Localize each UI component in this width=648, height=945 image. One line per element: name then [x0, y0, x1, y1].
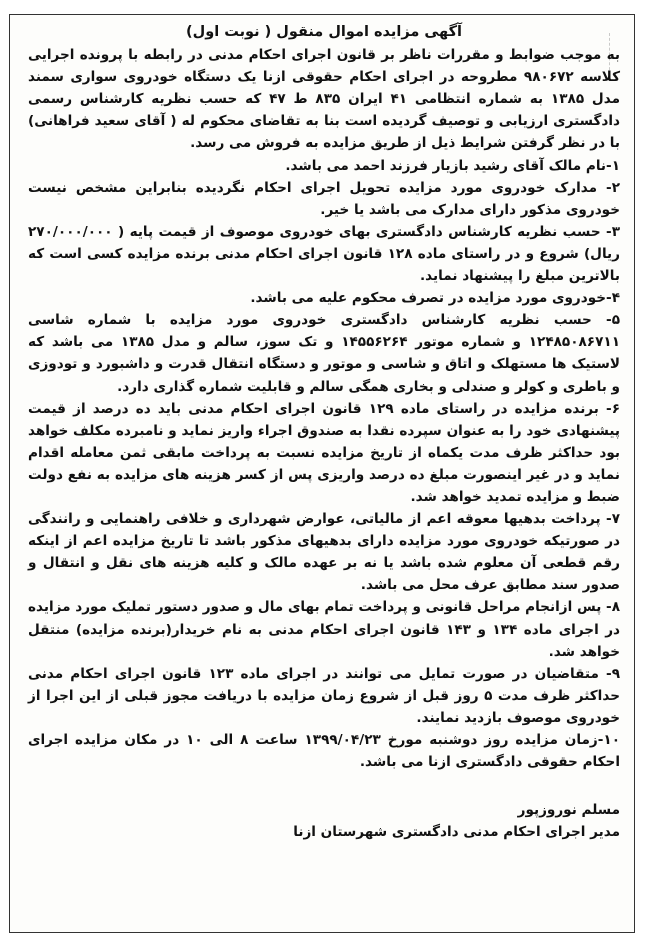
notice-item-8: ۸- پس ازانجام مراحل قانونی و پرداخت تمام بهای مال و صدور دستور تملیک مورد مزایده در اجرای ماده ۱۳۴ و ۱۴۳ قانون اجرای احکام مدنی به نام خریدار(برنده مزایده) منتقل خواهد شد. — [28, 599, 620, 660]
signatory-position: مدیر اجرای احکام مدنی دادگستری شهرستان ازنا — [293, 824, 620, 841]
notice-title: آگهی مزایده اموال منقول ( نوبت اول) — [185, 24, 463, 40]
notice-item-1: ۱-نام مالک آقای رشید بازیار فرزند احمد می باشد. — [285, 157, 620, 174]
notice-text — [28, 21, 620, 843]
notice-item-5: ۵- حسب نظریه کارشناس دادگستری خودروی مورد مزایده با شماره شاسی ۱۲۴۸۵۰۸۶۷۱۱ و شماره موتور ۱۴۵۵۶۲۶۴ و تک سوز، سالم و مدل ۱۳۸۵ می باشد که لاستیک ها مستهلک و اتاق و شاسی و موتور و دستگاه انتقال قدرت و داشبورد و تودوزی و باطری و کولر و صندلی و بخاری همگی سالم و قابلیت شماره گذاری دارد. — [28, 312, 620, 395]
notice-item-9: ۹- متقاضیان در صورت تمایل می توانند در اجرای ماده ۱۲۳ قانون اجرای احکام مدنی حداکثر ظرف مدت ۵ روز قبل از شروع زمان مزایده با دریافت مجوز قبلی از این اجرا از خودروی موصوف بازدید نمایند. — [28, 665, 620, 726]
notice-item-6: ۶- برنده مزایده در راستای ماده ۱۲۹ قانون اجرای احکام مدنی باید ده درصد از قیمت پیشنهادی خود را به عنوان سپرده نقدا به صندوق اجراء واریز نماید و نامبرده مکلف خواهد بود حداکثر ظرف مدت یکماه از تاریخ مزایده نسبت به پرداخت مابقی ثمن معامله اقدام نماید و در غیر اینصورت مبلغ ده درصد واریزی پس از کسر هزینه های مزایده به نفع دولت ضبط و مزایده تمدید خواهد شد. — [28, 400, 620, 505]
notice-item-3: ۳- حسب نظریه کارشناس دادگستری بهای خودروی موصوف از قیمت پایه ( ۲۷۰/۰۰۰/۰۰۰ ریال) شروع و در راستای ماده ۱۲۸ قانون اجرای احکام مدنی برنده مزایده کسی است که بالاترین مبلغ را پیشنهاد نماید. — [28, 223, 620, 285]
signatory-name: مسلم نوروزپور — [517, 802, 620, 819]
signature-block — [28, 799, 620, 843]
notice-item-7: ۷- پرداخت بدهیها معوقه اعم از مالیاتی، عوارض شهرداری و خلافی راهنمایی و رانندگی در صورتیکه خودروی مورد مزایده دارای بدهیهای مذکور باشد تا تاریخ مزایده اعم از اینکه رقم قطعی آن معلوم شده باشد یا نه بر عهده مالک و کلیه هزینه های نقل و انتقال و صدور سند مطابق عرف محل می باشد. — [28, 511, 620, 594]
notice-intro: به موجب ضوابط و مقررات ناظر بر قانون اجرای احکام مدنی در رابطه با پرونده اجرایی کلاسه ۹۸۰۶۷۲ مطروحه در اجرای احکام حقوقی ازنا یک دستگاه خودروی سواری سمند مدل ۱۳۸۵ به شماره انتظامی ۴۱ ایران ۸۳۵ ط ۴۷ که حسب نظریه کارشناس رسمی دادگستری ارزیابی و توصیف گردیده است بنا به تقاضای محکوم له ( آقای سعید فراهانی) با در نظر گرفتن شرایط ذیل از طریق مزایده به فروش می رسد. — [28, 47, 621, 152]
notice-item-4: ۴-خودروی مورد مزایده در تصرف محکوم علیه می باشد. — [250, 290, 620, 307]
notice-item-2: ۲- مدارک خودروی مورد مزایده تحویل اجرای احکام نگردیده بنابراین مشخص نیست خودروی مذکور دارای مدارک می باشد یا خیر. — [28, 179, 620, 218]
notice-item-10: ۱۰-زمان مزایده روز دوشنبه مورخ ۱۳۹۹/۰۴/۲۳ ساعت ۸ الی ۱۰ در مکان مزایده اجرای احکام حقوقی دادگستری ازنا می باشد. — [28, 732, 620, 771]
notice-page — [9, 14, 635, 933]
